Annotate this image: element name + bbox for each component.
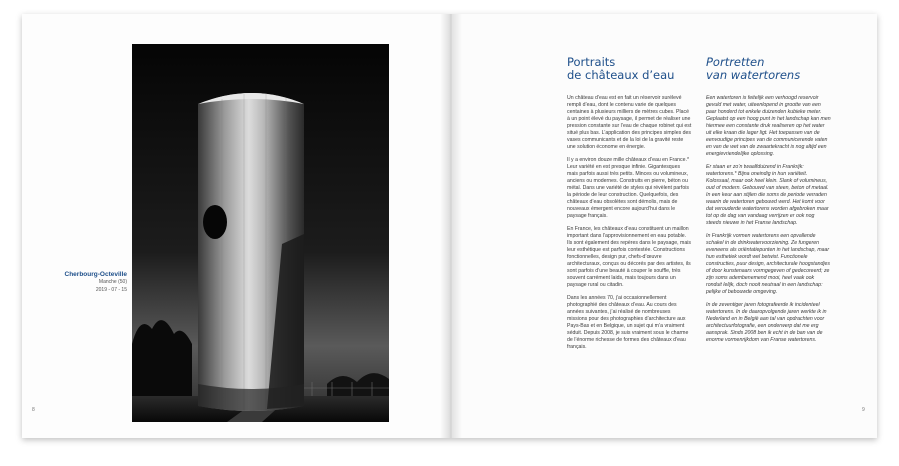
french-title <box>567 56 692 81</box>
french-title-line2: de châteaux d’eau <box>567 67 675 82</box>
page-number-right: 9 <box>862 407 865 413</box>
dutch-paragraph: Er staan er zo’n twaalfduizend in Frankrijk: watertorens.* Bijna oneindig in hun variëteit. Kolossaal, maar ook heel klein. Slank of volumineus, oud of modern. Gebouwd van steen, beton of metaal. In een keur aan stijlen die soms de periode verraden waarin de watertoren gebouwd werd. Het komt voor dat verouderde watertorens worden afgebroken maar tot op de dag van vandaag verrijzen er ook nog steeds nieuwe in het Franse landschap. <box>706 164 829 226</box>
dutch-title-line2: van watertorens <box>706 67 801 82</box>
french-paragraph: Un château d’eau est en fait un réservoir surélevé rempli d’eau, dont le contenu varie de quelques centaines à plusieurs milliers de mètres cubes. Placé à un point élevé du paysage, il permet de réaliser une pression constante sur l’eau de chaque robinet qui est situé plus bas. L’application des principes simples des vases communicants et de la loi de la gravité reste une solution économe en énergie. <box>567 95 692 150</box>
dutch-paragraph: Een watertoren is feitelijk een verhoogd reservoir gevuld met water, uiteenlopend in grootte van een paar honderd tot enkele duizenden kubieke meter. Geplaatst op een hoog punt in het landschap kan men hiermee een constante druk realiseren op het water uit elke kraan die lager ligt. Het toepassen van de eenvoudige principes van de communicerende vaten en van de wet van de zwaartekracht is nog altijd een energievriendelijke oplossing. <box>706 95 831 157</box>
book-gutter <box>440 14 462 438</box>
caption-date: 2019 - 07 - 15 <box>95 287 127 293</box>
dutch-paragraph: In Frankrijk vormen watertorens een opvallende schakel in de drinkwatervoorziening. Ze fungeren eveneens als oriëntatiepunten in het landschap, maar hun esthetiek wordt wel betwist. Functionele constructies, puur design, architecturale hoogstandjes of door kunstenaars vormgegeven of gedecoreerd; ze zijn soms adembenemend mooi, heel vaak ook ronduit lelijk, doch nooit neutraal in een landschap: pelijke of bebouwde omgeving. <box>706 233 830 295</box>
right-page <box>450 14 877 438</box>
french-paragraph: Dans les années 70, j’ai occasionnellement photographié des châteaux d’eau. Au cours des années suivantes, j’ai réalisé de nombreuses missions pour des photographies d’architecture aux Pays-Bas et en Belgique, un sujet qui m’a vraiment séduit. Depuis 2008, je suis vraiment sous le charme de l’énorme richesse de formes des châteaux d’eau français. <box>567 295 689 350</box>
dutch-title <box>706 56 831 81</box>
french-paragraph: En France, les châteaux d’eau constituent un maillon important dans l’approvisionnement en eau potable. Ils sont également des repères dans le paysage, mais leur esthétique est parfois contestée. Constructions fonctionnelles, design pur, chefs-d’œuvre architecturaux, conçus ou décorés par des artistes, ils sont parfois d’une beauté à couper le souffle, très souvent carrément laids, mais toujours dans un paysage rural ou citadin. <box>567 226 691 288</box>
book-spread <box>22 14 877 438</box>
photo-caption <box>52 271 127 294</box>
water-tower-image <box>132 44 389 422</box>
caption-region: Manche (50) <box>98 279 127 285</box>
water-tower-photo <box>132 44 389 422</box>
caption-place: Cherbourg-Octeville <box>64 271 127 278</box>
dutch-column <box>706 56 831 350</box>
french-paragraph: Il y a environ douze mille châteaux d’eau en France.* Leur variété en est presque infinie. Gigantesques mais parfois aussi très petits. Minces ou volumineux, anciens ou modernes. Construits en pierre, béton ou métal. Dans une variété de styles qui révèlent parfois la période de leur construction. Quelquefois, des châteaux d’eau obsolètes sont démolis, mais de nouveaux émergent encore aujourd’hui dans le paysage français. <box>567 157 689 219</box>
left-page <box>22 14 449 438</box>
dutch-paragraph: In de zeventiger jaren fotografeerde ik incidenteel watertorens. In de daaropvolgende jaren werkte ik in Nederland en in België aan tal van opdrachten voor architectuurfotografie, een onderwerp dat me erg aansprak. Sinds 2008 ben ik echt in de ban van de enorme vormenrijkdom van Franse watertorens. <box>706 302 827 343</box>
french-title-line1: Portraits <box>567 55 616 69</box>
french-column <box>567 56 692 357</box>
page-number-left: 8 <box>32 407 35 413</box>
dutch-title-line1: Portretten <box>706 55 765 69</box>
